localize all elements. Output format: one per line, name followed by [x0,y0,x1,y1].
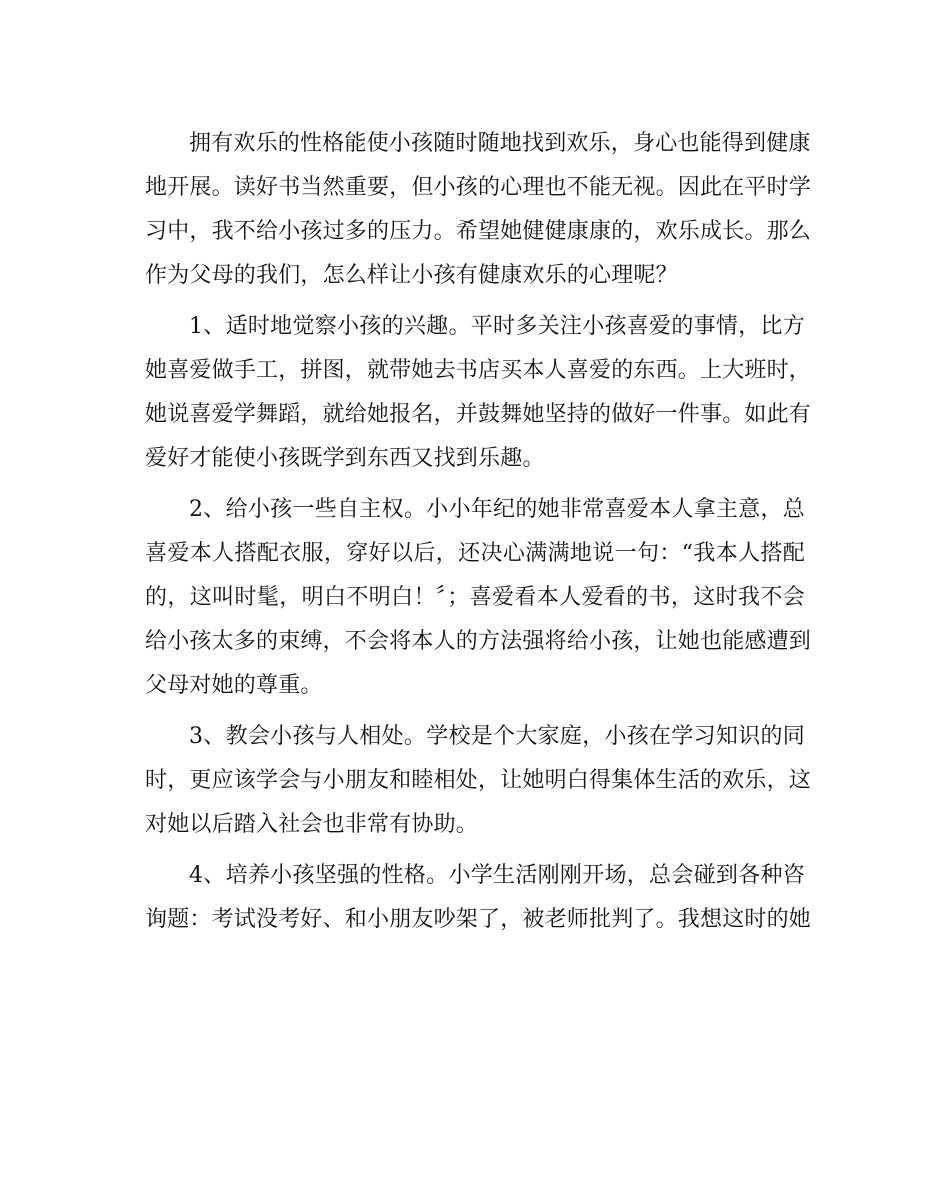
paragraph-point-2 [145,488,812,708]
text-line: 4、培养小孩坚强的性格。小学生活刚刚开场，总会碰到各种咨 [189,863,805,888]
text-line: 对她以后踏入社会也非常有协助。 [145,812,479,837]
text-line: 1、适时地觉察小孩的兴趣。平时多关注小孩喜爱的事情，比方 [189,314,805,339]
text-line: 询题：考试没考好、和小朋友吵架了，被老师批判了。我想这时的她 [145,907,812,932]
text-line: 她喜爱做手工，拼图，就带她去书店买本人喜爱的东西。上大班时， [145,358,812,383]
text-line: 给小孩太多的束缚，不会将本人的方法强将给小孩，让她也能感遭到 [145,629,812,654]
text-line: 地开展。读好书当然重要，但小孩的心理也不能无视。因此在平时学 [145,175,812,200]
text-line: 2、给小孩一些自主权。小小年纪的她非常喜爱本人拿主意，总 [189,497,805,522]
paragraph-point-1 [145,305,812,481]
paragraph-point-4 [145,854,812,942]
text-line: 喜爱本人搭配衣服，穿好以后，还决心满满地说一句：“我本人搭配 [145,541,805,566]
text-line: 父母对她的尊重。 [145,673,323,698]
text-line: 她说喜爱学舞蹈，就给她报名，并鼓舞她坚持的做好一件事。如此有 [145,402,812,427]
text-line: 爱好才能使小孩既学到东西又找到乐趣。 [145,446,545,471]
document-body [145,122,812,942]
text-line: 3、教会小孩与人相处。学校是个大家庭，小孩在学习知识的同 [189,724,805,749]
paragraph-intro [145,122,812,298]
paragraph-point-3 [145,715,812,847]
text-line: 时，更应该学会与小朋友和睦相处，让她明白得集体生活的欢乐，这 [145,768,812,793]
text-line: 作为父母的我们，怎么样让小孩有健康欢乐的心理呢？ [145,263,678,288]
text-line: 拥有欢乐的性格能使小孩随时随地找到欢乐，身心也能得到健康 [189,131,811,156]
text-line: 的，这叫时髦，明白不明白！〞；喜爱看本人爱看的书，这时我不会 [145,585,805,610]
text-line: 习中，我不给小孩过多的压力。希望她健健康康的，欢乐成长。那么 [145,219,812,244]
